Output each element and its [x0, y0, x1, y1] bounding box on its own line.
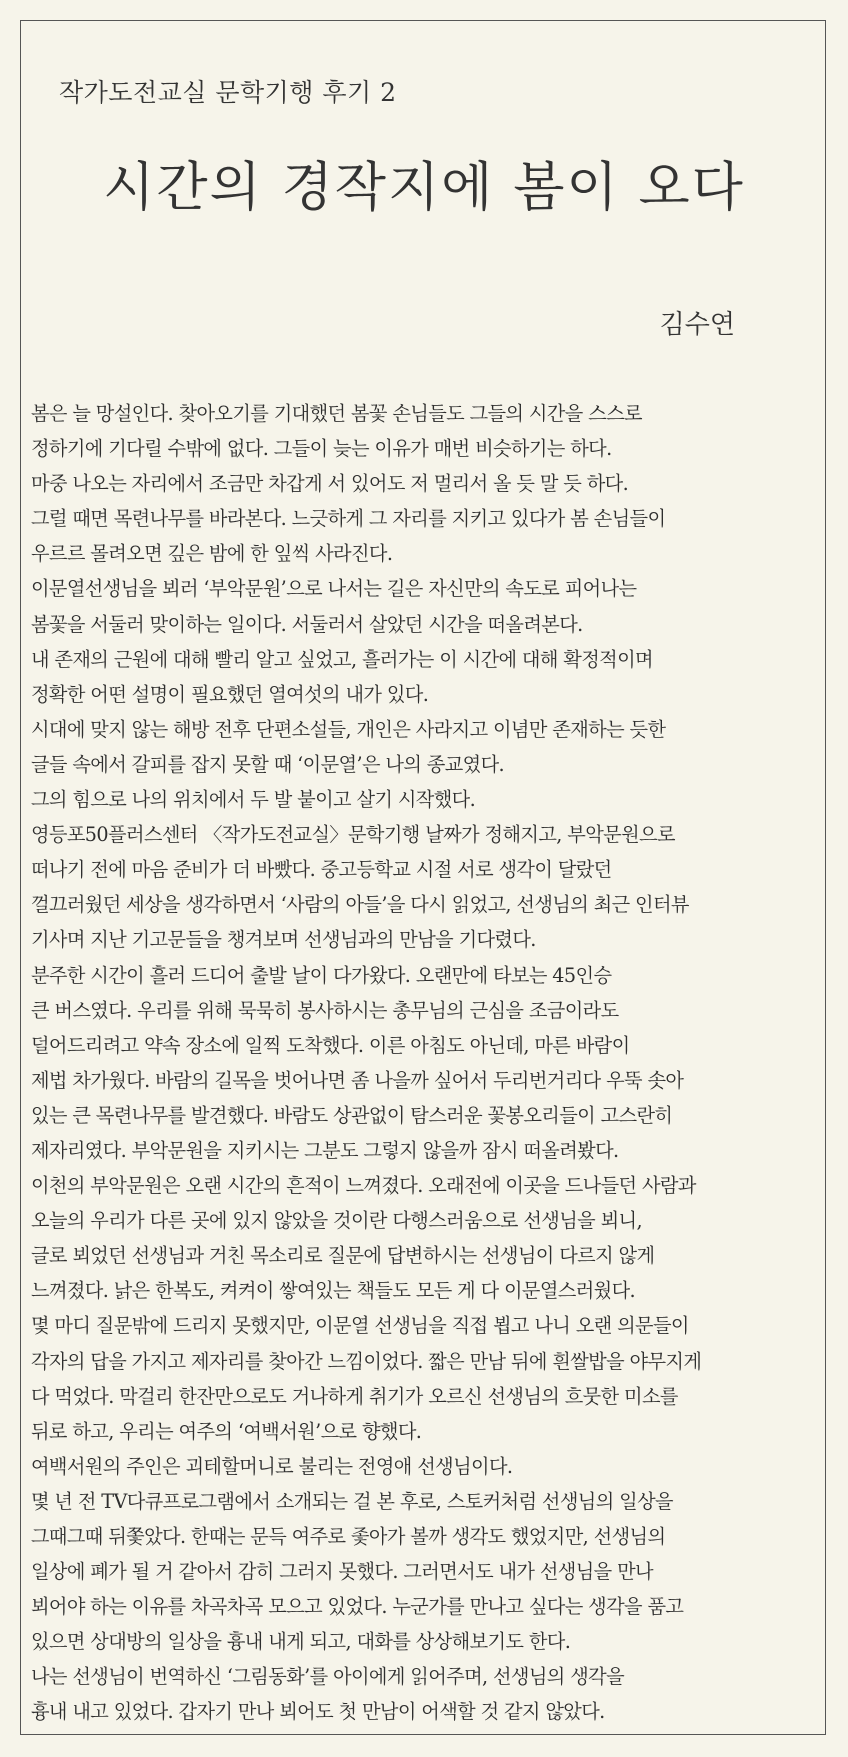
- body-line: 이천의 부악문원은 오랜 시간의 흔적이 느껴졌다. 오래전에 이곳을 드나들던 사람과: [31, 1174, 696, 1198]
- body-line: 글로 뵈었던 선생님과 거친 목소리로 질문에 답변하시는 선생님이 다르지 않게: [31, 1244, 655, 1268]
- article-title: 시간의 경작지에 봄이 오다: [103, 157, 745, 218]
- body-line: 있으면 상대방의 일상을 흉내 내게 되고, 대화를 상상해보기도 한다.: [31, 1630, 571, 1654]
- body-line: 그의 힘으로 나의 위치에서 두 발 붙이고 살기 시작했다.: [31, 788, 476, 812]
- body-line: 그때그때 뒤쫓았다. 한때는 문득 여주로 좇아가 볼까 생각도 했었지만, 선생님의: [31, 1525, 666, 1548]
- body-line: 우르르 몰려오면 깊은 밤에 한 잎씩 사라진다.: [31, 542, 393, 566]
- body-line: 일상에 폐가 될 거 같아서 감히 그러지 못했다. 그러면서도 내가 선생님을 만나: [31, 1560, 653, 1584]
- body-line: 나는 선생님이 번역하신 ‘그림동화’를 아이에게 읽어주며, 선생님의 생각을: [31, 1665, 625, 1689]
- article-body: [31, 396, 821, 1730]
- body-line: 내 존재의 근원에 대해 빨리 알고 싶었고, 흘러가는 이 시간에 대해 확정적이며: [31, 647, 653, 671]
- article-frame: [20, 20, 826, 1735]
- body-line: 마중 나오는 자리에서 조금만 차갑게 서 있어도 저 멀리서 올 듯 말 듯 하다.: [31, 472, 629, 496]
- body-line: 제자리였다. 부악문원을 지키시는 그분도 그렇지 않을까 잠시 떠올려봤다.: [31, 1138, 619, 1162]
- body-line: 분주한 시간이 흘러 드디어 출발 날이 다가왔다. 오랜만에 타보는 45인승: [31, 963, 612, 987]
- body-line: 몇 년 전 TV다큐프로그램에서 소개되는 걸 본 후로, 스토커처럼 선생님의 일상을: [31, 1489, 673, 1513]
- body-line: 있는 큰 목련나무를 발견했다. 바람도 상관없이 탐스러운 꽃봉오리들이 고스란히: [31, 1103, 673, 1127]
- body-line: 큰 버스였다. 우리를 위해 묵묵히 봉사하시는 총무님의 근심을 조금이라도: [31, 998, 619, 1022]
- body-line: 흉내 내고 있었다. 갑자기 만나 뵈어도 첫 만남이 어색할 것 같지 않았다.: [31, 1700, 605, 1724]
- body-line: 글들 속에서 갈피를 잡지 못할 때 ‘이문열’은 나의 종교였다.: [31, 752, 504, 776]
- body-line: 제법 차가웠다. 바람의 길목을 벗어나면 좀 나을까 싶어서 두리번거리다 우뚝 솟아: [31, 1068, 684, 1092]
- body-line: 떠나기 전에 마음 준비가 더 바빴다. 중고등학교 시절 서로 생각이 달랐던: [31, 858, 612, 882]
- series-heading: 작가도전교실 문학기행 후기 2: [59, 78, 397, 107]
- body-line: 오늘의 우리가 다른 곳에 있지 않았을 것이란 다행스러움으로 선생님을 뵈니,: [31, 1209, 642, 1233]
- body-line: 몇 마디 질문밖에 드리지 못했지만, 이문열 선생님을 직접 뵙고 나니 오랜 의문들이: [31, 1314, 689, 1338]
- body-line: 봄은 늘 망설인다. 찾아오기를 기대했던 봄꽃 손님들도 그들의 시간을 스스로: [31, 402, 642, 425]
- body-line: 기사며 지난 기고문들을 챙겨보며 선생님과의 만남을 기다렸다.: [31, 928, 536, 952]
- body-line: 시대에 맞지 않는 해방 전후 단편소설들, 개인은 사라지고 이념만 존재하는 듯한: [31, 717, 666, 741]
- body-line: 다 먹었다. 막걸리 한잔만으로도 거나하게 취기가 오르신 선생님의 흐뭇한 미소를: [31, 1384, 678, 1408]
- body-line: 정하기에 기다릴 수밖에 없다. 그들이 늦는 이유가 매번 비슷하기는 하다.: [31, 437, 612, 461]
- body-line: 봄꽃을 서둘러 맞이하는 일이다. 서둘러서 살았던 시간을 떠올려본다.: [31, 612, 583, 636]
- body-line: 껄끄러웠던 세상을 생각하면서 ‘사람의 아들’을 다시 읽었고, 선생님의 최근 인터뷰: [31, 893, 689, 917]
- author-name: 김수연: [659, 310, 735, 340]
- body-line: 뵈어야 하는 이유를 차곡차곡 모으고 있었다. 누군가를 만나고 싶다는 생각을 품고: [31, 1595, 684, 1619]
- body-line: 덜어드리려고 약속 장소에 일찍 도착했다. 이른 아침도 아닌데, 마른 바람이: [31, 1033, 630, 1057]
- body-line: 그럴 때면 목련나무를 바라본다. 느긋하게 그 자리를 지키고 있다가 봄 손님들이: [31, 507, 666, 531]
- body-line: 뒤로 하고, 우리는 여주의 ‘여백서원’으로 향했다.: [31, 1419, 422, 1443]
- body-line: 각자의 답을 가지고 제자리를 찾아간 느낌이었다. 짧은 만남 뒤에 흰쌀밥을 야무지게: [31, 1349, 702, 1373]
- body-line: 여백서원의 주인은 괴테할머니로 불리는 전영애 선생님이다.: [31, 1454, 513, 1478]
- body-line: 정확한 어떤 설명이 필요했던 열여섯의 내가 있다.: [31, 682, 429, 706]
- body-line: 영등포50플러스센터 〈작가도전교실〉문학기행 날짜가 정해지고, 부악문원으로: [31, 823, 675, 847]
- body-line: 느껴졌다. 낡은 한복도, 켜켜이 쌓여있는 책들도 모든 게 다 이문열스러웠다.: [31, 1279, 636, 1303]
- body-line: 이문열선생님을 뵈러 ‘부악문원’으로 나서는 길은 자신만의 속도로 피어나는: [31, 577, 637, 601]
